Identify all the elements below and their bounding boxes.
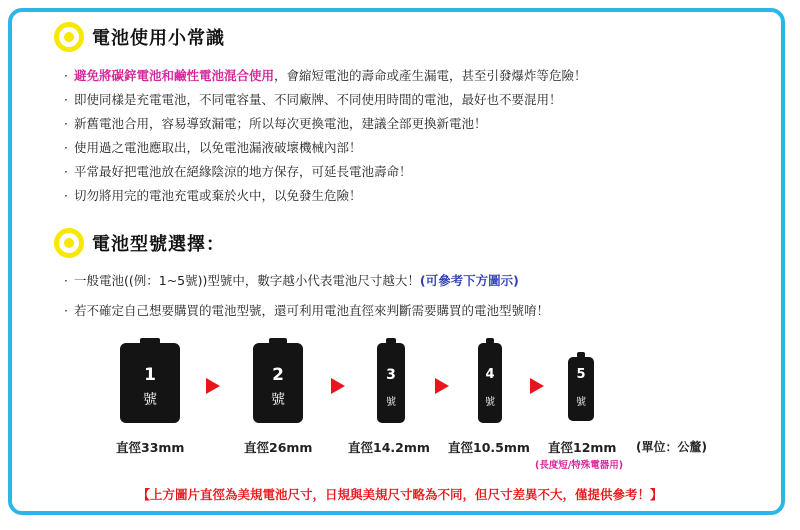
list-item: · 若不確定自己想要購買的電池型號，還可利用電池直徑來判斷需要購買的電池型號唷！: [64, 303, 549, 318]
list-item: · 避免將碳鋅電池和鹼性電池混合使用，會縮短電池的壽命或產生漏電，甚至引發爆炸等危險！: [64, 68, 587, 83]
reference-note: (可參考下方圖示): [419, 273, 519, 288]
unit-note: (單位：公釐): [636, 440, 707, 454]
battery-size-4: 4 號: [478, 343, 502, 423]
right-arrow-icon: [331, 378, 345, 394]
list-item: · 平常最好把電池放在絕緣陰涼的地方保存，可延長電池壽命！: [64, 164, 412, 179]
section-1-title: 電池使用小常識: [92, 28, 225, 49]
battery-5-diameter: 直徑12mm: [548, 440, 617, 455]
section-1-header: [54, 22, 225, 52]
footer-note: 【上方圖片直徑為美規電池尺寸，日規與美規尺寸略為不同，但尺寸差異不大，僅提供參考！】: [137, 487, 663, 502]
list-item: · 一般電池((例：1~5號))型號中，數字越小代表電池尺寸越大！(可參考下方圖示): [64, 273, 519, 288]
battery-1-diameter: 直徑33mm: [116, 440, 185, 455]
battery-size-5: 5 號: [568, 357, 594, 421]
right-arrow-icon: [530, 378, 544, 394]
battery-2-diameter: 直徑26mm: [244, 440, 313, 455]
list-item: · 使用過之電池應取出，以免電池漏液破壞機械內部！: [64, 140, 362, 155]
right-arrow-icon: [435, 378, 449, 394]
model-list: [64, 266, 549, 326]
battery-5-note: (長度短/特殊電器用): [535, 460, 624, 471]
section-2-title: 電池型號選擇：: [92, 234, 225, 255]
list-item: · 新舊電池合用，容易導致漏電；所以每次更換電池，建議全部更換新電池！: [64, 116, 487, 131]
section-2-header: [54, 228, 225, 258]
battery-size-1: 1 號: [120, 343, 180, 423]
battery-size-3: 3 號: [377, 343, 405, 423]
right-arrow-icon: [206, 378, 220, 394]
target-bullet-icon: [54, 228, 84, 258]
battery-4-diameter: 直徑10.5mm: [448, 440, 530, 455]
battery-3-diameter: 直徑14.2mm: [348, 440, 430, 455]
list-item: · 即使同樣是充電電池，不同電容量、不同廠牌、不同使用時間的電池，最好也不要混用！: [64, 92, 562, 107]
target-bullet-icon: [54, 22, 84, 52]
list-item: · 切勿將用完的電池充電或棄於火中，以免發生危險！: [64, 188, 362, 203]
battery-size-2: 2 號: [253, 343, 303, 423]
warning-highlight: 避免將碳鋅電池和鹼性電池混合使用: [73, 68, 274, 83]
tips-list: [64, 64, 587, 208]
